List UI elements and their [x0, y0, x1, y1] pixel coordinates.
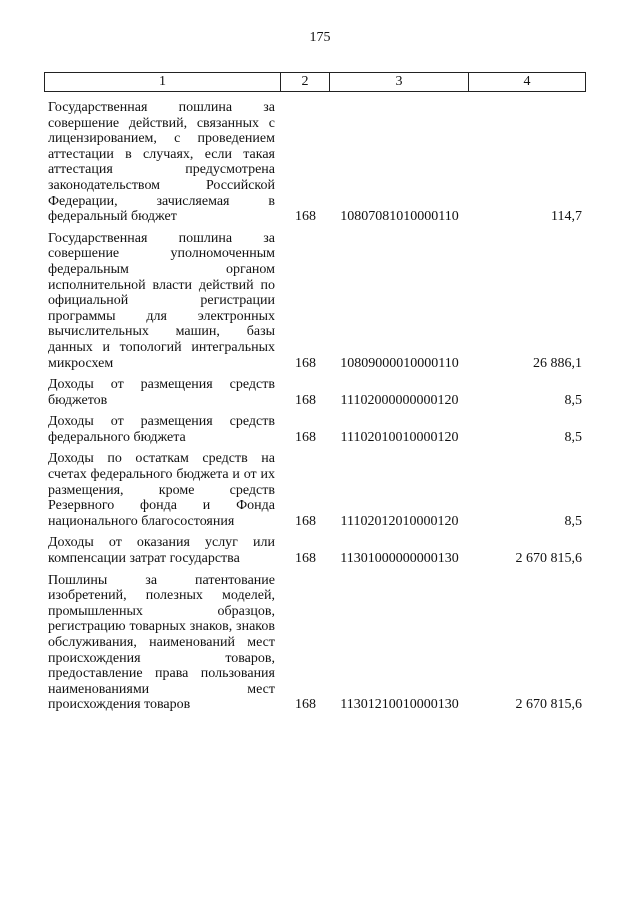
- table-body: [44, 100, 586, 719]
- row-description: Доходы от оказания услуг или компенсации затрат государства: [48, 535, 275, 567]
- column-header-4: 4: [469, 72, 586, 92]
- row-budget-code: 11102000000000120: [340, 392, 459, 408]
- row-description: Доходы от размещения средств бюджетов: [48, 377, 275, 408]
- column-header-3: 3: [330, 72, 469, 92]
- row-amount: 8,5: [564, 513, 582, 529]
- row-budget-code: 11301210010000130: [340, 697, 459, 713]
- table-header-row: [44, 72, 586, 92]
- page-number: 175: [309, 30, 331, 45]
- table-row: [44, 414, 586, 445]
- table-row: [44, 535, 586, 566]
- row-amount: 2 670 815,6: [515, 551, 582, 567]
- row-description: Пошлины за патентование изобретений, полезных моделей, промышленных образцов, регистрацию товарных знаков, знаков обслуживания, наименований мест происхождения товаров, предоставление права пользования наименованиями мест происхождения товаров: [48, 572, 275, 713]
- column-header-1: 1: [44, 72, 281, 92]
- row-admin-code: 168: [295, 513, 316, 529]
- row-budget-code: 11301000000000130: [340, 551, 459, 567]
- row-admin-code: 168: [295, 209, 316, 225]
- row-budget-code: 10807081010000110: [340, 209, 459, 225]
- row-budget-code: 11102012010000120: [340, 513, 459, 529]
- table-row: [44, 100, 586, 225]
- row-admin-code: 168: [295, 697, 316, 713]
- row-admin-code: 168: [295, 429, 316, 445]
- row-description: Государственная пошлина за совершение уполномоченным федеральным органом исполнительной власти действий по официальной регистрации программы для электронных вычислительных машин, базы данных и топологий интегральных микросхем: [48, 230, 275, 371]
- table-row: [44, 451, 586, 529]
- row-amount: 8,5: [564, 429, 582, 445]
- column-header-2: 2: [281, 72, 330, 92]
- row-admin-code: 168: [295, 392, 316, 408]
- row-budget-code: 11102010010000120: [340, 429, 459, 445]
- table-row: [44, 231, 586, 371]
- row-admin-code: 168: [295, 355, 316, 371]
- row-description: Доходы по остаткам средств на счетах федерального бюджета и от их размещения, кроме средств Резервного фонда и Фонда национального благосостояния: [48, 451, 275, 529]
- row-description: Доходы от размещения средств федерального бюджета: [48, 414, 275, 445]
- row-budget-code: 10809000010000110: [340, 355, 459, 371]
- table-row: [44, 377, 586, 408]
- table-row: [44, 573, 586, 713]
- row-amount: 8,5: [564, 392, 582, 408]
- row-description: Государственная пошлина за совершение действий, связанных с лицензированием, с проведением аттестации в случаях, если такая аттестация предусмотрена законодательством Российской Федерации, зачисляемая в федеральный бюджет: [48, 100, 275, 225]
- row-amount: 26 886,1: [533, 355, 582, 371]
- row-admin-code: 168: [295, 551, 316, 567]
- row-amount: 2 670 815,6: [515, 697, 582, 713]
- row-amount: 114,7: [551, 209, 582, 225]
